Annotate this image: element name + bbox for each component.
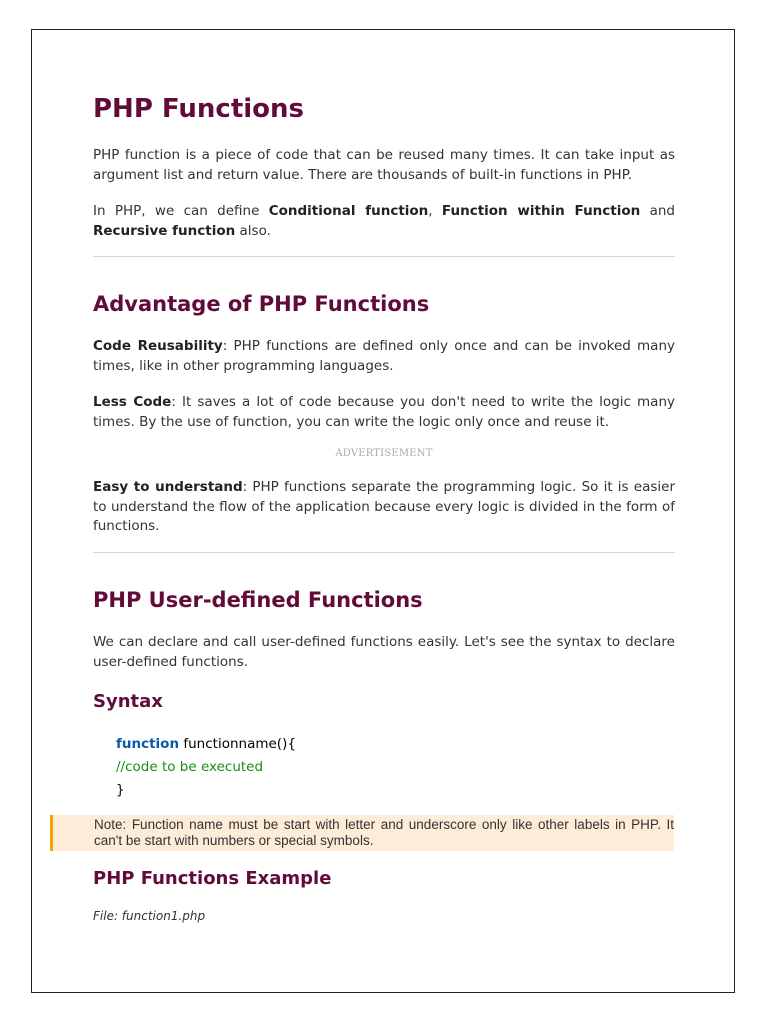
- advantage-text: : PHP functions separate the programming logic. So it is easier to understand the flow of the application because every logic is divided in the form of functions.: [93, 479, 675, 534]
- example-heading: PHP Functions Example: [93, 868, 332, 889]
- advantage-term: Less Code: [93, 394, 172, 410]
- term-recursive: Recursive function: [93, 222, 236, 239]
- section-heading-user-defined: PHP User-defined Functions: [93, 588, 423, 612]
- code-comment: //code to be executed: [116, 759, 264, 775]
- note-box: Note: Function name must be start with letter and underscore only like other labels in PHP. It can't be start with numbers or special symbols.: [50, 815, 674, 851]
- divider: [93, 256, 675, 257]
- advertisement-label: ADVERTISEMENT: [335, 448, 433, 459]
- intro-sep: and: [640, 203, 675, 219]
- section-heading-advantage: Advantage of PHP Functions: [93, 292, 430, 316]
- term-conditional: Conditional function: [268, 203, 429, 219]
- syntax-heading: Syntax: [93, 691, 163, 712]
- advantage-item: [93, 393, 675, 432]
- term-nested: Function within Function: [441, 203, 641, 219]
- code-text: functionname(){: [179, 736, 296, 752]
- intro-end: also.: [235, 222, 271, 239]
- intro-paragraph: PHP function is a piece of code that can be reused many times. It can take input as argument list and return value. There are thousands of built-in functions in PHP.: [93, 147, 675, 183]
- intro-text: In PHP, we can define: [93, 203, 269, 219]
- divider: [93, 552, 675, 553]
- intro-paragraph-2: [93, 202, 675, 241]
- document-page: [31, 29, 735, 993]
- advantage-item: [93, 337, 675, 376]
- code-line: }: [116, 782, 125, 798]
- advantage-term: Code Reusability: [93, 338, 223, 354]
- code-block: [116, 733, 296, 802]
- file-label: File: function1.php: [93, 909, 206, 923]
- advantage-term: Easy to understand: [93, 479, 243, 495]
- page-title: PHP Functions: [93, 94, 305, 124]
- intro-sep: ,: [428, 203, 442, 219]
- advantage-item: [93, 478, 675, 537]
- advantage-text: : It saves a lot of code because you don't need to write the logic many times. By the use of function, you can write the logic only once and reuse it.: [93, 394, 675, 430]
- advantage-text: : PHP functions are defined only once and can be invoked many times, like in other programming languages.: [93, 338, 675, 374]
- user-defined-paragraph: We can declare and call user-defined functions easily. Let's see the syntax to declare user-defined functions.: [93, 634, 675, 670]
- code-keyword: function: [116, 736, 180, 752]
- code-line: [116, 733, 296, 756]
